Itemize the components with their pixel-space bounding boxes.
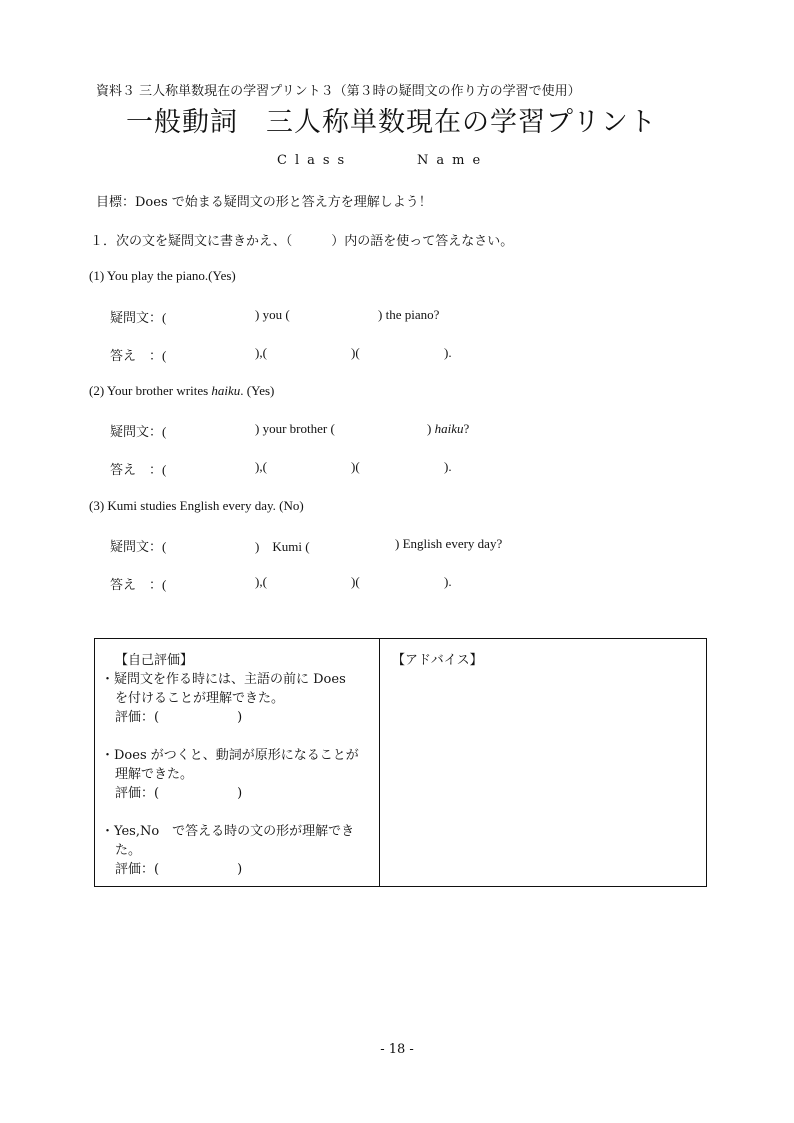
name-label: Name <box>417 153 489 168</box>
question-1-answer-label: 答え ：( <box>110 348 167 363</box>
self-eval-item-line: ・疑問文を作る時には、主語の前に Does <box>101 672 346 687</box>
instruction-text: １．次の文を疑問文に書きかえ、（ ）内の語を使って答えなさい。 <box>90 234 514 249</box>
question-2-answer-part: )( <box>351 459 360 474</box>
question-3-prompt: (3) Kumi studies English every day. (No) <box>89 498 304 513</box>
self-eval-item-line: ・Yes,No で答える時の文の形が理解でき <box>101 824 355 839</box>
question-1-answer-part: ),( <box>255 345 267 360</box>
question-1-prompt: (1) You play the piano.(Yes) <box>89 268 236 283</box>
self-eval-column <box>95 639 380 886</box>
self-eval-item-line: た。 <box>115 843 142 858</box>
question-1-answer-part: ). <box>444 345 452 360</box>
question-3-question-label: 疑問文：( <box>110 539 167 554</box>
question-1-question-part: ) the piano? <box>378 307 440 322</box>
advice-column <box>380 639 706 886</box>
question-2-prompt: (2) Your brother writes haiku. (Yes) <box>89 383 275 398</box>
question-3-question-part: ) Kumi ( <box>255 539 310 554</box>
question-2-answer-part: ),( <box>255 459 267 474</box>
self-eval-item-line: を付けることが理解できた。 <box>115 691 285 706</box>
question-3-answer-label: 答え ：( <box>110 577 167 592</box>
question-2-question-part: ) haiku? <box>427 421 470 436</box>
question-3-answer-part: ). <box>444 574 452 589</box>
self-eval-item-line: ・Does がつくと、動詞が原形になることが <box>101 748 359 763</box>
objective-text: 目標：Does で始まる疑問文の形と答え方を理解しよう！ <box>96 195 432 210</box>
self-eval-item <box>101 822 373 879</box>
question-2-answer-part: ). <box>444 459 452 474</box>
question-3-answer-part: )( <box>351 574 360 589</box>
question-1-question-label: 疑問文：( <box>110 310 167 325</box>
class-label: Class <box>277 153 353 168</box>
question-2-question-part: ) your brother ( <box>255 421 335 436</box>
question-2-answer-label: 答え ：( <box>110 462 167 477</box>
evaluation-box <box>94 638 707 887</box>
self-eval-rating: 評価：( ) <box>115 862 243 877</box>
self-eval-heading: 【自己評価】 <box>115 653 194 668</box>
self-eval-rating: 評価：( ) <box>115 710 243 725</box>
self-eval-item-line: 理解できた。 <box>115 767 194 782</box>
question-2-question-label: 疑問文：( <box>110 424 167 439</box>
material-label: 資料３ 三人称単数現在の学習プリント３（第３時の疑問文の作り方の学習で使用） <box>96 84 581 99</box>
self-eval-item <box>101 670 373 727</box>
question-3-question-part: ) English every day? <box>395 536 503 551</box>
question-1-answer-part: )( <box>351 345 360 360</box>
question-1-question-part: ) you ( <box>255 307 290 322</box>
page-title: 一般動詞 三人称単数現在の学習プリント <box>126 107 657 138</box>
page-number: - 18 - <box>380 1042 414 1057</box>
self-eval-rating: 評価：( ) <box>115 786 243 801</box>
question-3-answer-part: ),( <box>255 574 267 589</box>
advice-heading: 【アドバイス】 <box>392 653 483 668</box>
self-eval-item <box>101 746 373 803</box>
